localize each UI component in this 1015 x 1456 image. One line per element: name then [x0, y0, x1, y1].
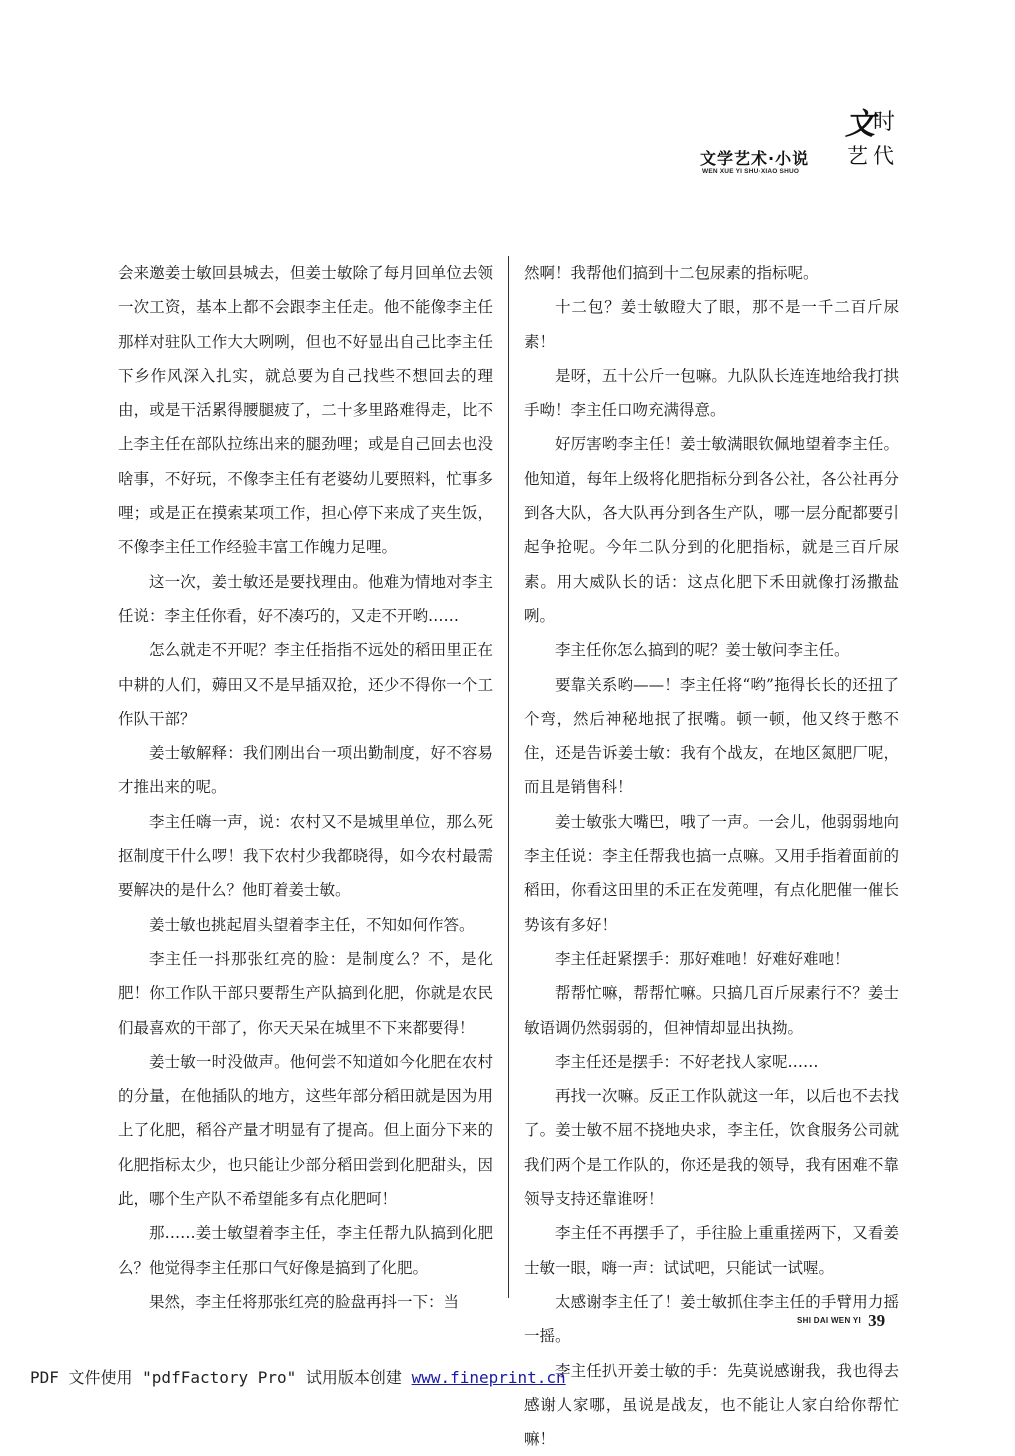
paragraph: 李主任一抖那张红亮的脸：是制度么？不，是化肥！你工作队干部只要帮生产队搞到化肥，你就是农民们最喜欢的干部了，你天天呆在城里不下来都要得！ — [118, 942, 493, 1045]
paragraph: 再找一次嘛。反正工作队就这一年，以后也不去找了。姜士敏不屈不挠地央求，李主任，饮食服务公司就我们两个是工作队的，你还是我的领导，我有困难不靠领导支持还靠谁呀！ — [524, 1079, 899, 1216]
page-number: 39 — [868, 1311, 885, 1330]
page-footer — [797, 1310, 885, 1331]
left-text-column — [118, 256, 493, 1319]
logo-char-4: 代 — [873, 146, 894, 167]
logo-char-1: 文 — [845, 110, 875, 140]
footer-brand: SHI DAI WEN YI — [797, 1316, 861, 1325]
paragraph: 这一次，姜士敏还是要找理由。他难为情地对李主任说：李主任你看，好不凑巧的，又走不开哟…… — [118, 565, 493, 634]
paragraph: 那……姜士敏望着李主任，李主任帮九队搞到化肥么？他觉得李主任那口气好像是搞到了化肥。 — [118, 1216, 493, 1285]
paragraph: 会来邀姜士敏回县城去，但姜士敏除了每月回单位去领一次工资，基本上都不会跟李主任走。他不能像李主任那样对驻队工作大大咧咧，但也不好显出自己比李主任下乡作风深入扎实，就总要为自己找些不想回去的理由，或是干活累得腰腿疲了，二十多里路难得走，比不上李主任在部队拉练出来的腿劲哩；或是自己回去也没啥事，不好玩，不像李主任有老婆幼儿要照料，忙事多哩；或是正在摸索某项工作，担心停下来成了夹生饭，不像李主任工作经验丰富工作魄力足哩。 — [118, 256, 493, 565]
logo-char-3: 艺 — [847, 146, 868, 167]
paragraph: 十二包？姜士敏瞪大了眼，那不是一千二百斤尿素！ — [524, 290, 899, 359]
watermark-link[interactable]: www.fineprint.cn — [412, 1368, 566, 1387]
paragraph: 李主任扒开姜士敏的手：先莫说感谢我，我也得去感谢人家哪，虽说是战友，也不能让人家白给你帮忙嘛！ — [524, 1354, 899, 1456]
paragraph: 太感谢李主任了！姜士敏抓住李主任的手臂用力摇一摇。 — [524, 1285, 899, 1354]
logo-char-2: 时 — [873, 112, 895, 134]
paragraph: 姜士敏也挑起眉头望着李主任，不知如何作答。 — [118, 908, 493, 942]
paragraph: 好厉害哟李主任！姜士敏满眼钦佩地望着李主任。他知道，每年上级将化肥指标分到各公社，各公社再分到各大队，各大队再分到各生产队，哪一层分配都要引起争抢呢。今年二队分到的化肥指标，就是三百斤尿素。用大威队长的话：这点化肥下禾田就像打汤撒盐咧。 — [524, 427, 899, 633]
right-text-column — [524, 256, 899, 1456]
watermark-text: PDF 文件使用 "pdfFactory Pro" 试用版本创建 — [30, 1368, 412, 1387]
paragraph: 李主任嗨一声，说：农村又不是城里单位，那么死抠制度干什么啰！我下农村少我都晓得，如今农村最需要解决的是什么？他盯着姜士敏。 — [118, 805, 493, 908]
paragraph: 姜士敏张大嘴巴，哦了一声。一会儿，他弱弱地向李主任说：李主任帮我也搞一点嘛。又用手指着面前的稻田，你看这田里的禾正在发蔸哩，有点化肥催一催长势该有多好！ — [524, 805, 899, 942]
paragraph: 姜士敏一时没做声。他何尝不知道如今化肥在农村的分量，在他插队的地方，这些年部分稻田就是因为用上了化肥，稻谷产量才明显有了提高。但上面分下来的化肥指标太少，也只能让少部分稻田尝到化肥甜头，因此，哪个生产队不希望能多有点化肥呵！ — [118, 1045, 493, 1216]
paragraph: 姜士敏解释：我们刚出台一项出勤制度，好不容易才推出来的呢。 — [118, 736, 493, 805]
paragraph: 然啊！我帮他们搞到十二包尿素的指标呢。 — [524, 256, 899, 290]
paragraph: 李主任不再摆手了，手往脸上重重搓两下，又看姜士敏一眼，嗨一声：试试吧，只能试一试喔。 — [524, 1216, 899, 1285]
pdf-watermark — [30, 1365, 566, 1388]
paragraph: 李主任你怎么搞到的呢？姜士敏问李主任。 — [524, 633, 899, 667]
paragraph: 李主任赶紧摆手：那好难吔！好难好难吔！ — [524, 942, 899, 976]
paragraph: 是呀，五十公斤一包嘛。九队队长连连地给我打拱手呦！李主任口吻充满得意。 — [524, 359, 899, 428]
magazine-logo — [843, 108, 899, 176]
section-pinyin: WEN XUE YI SHU·XIAO SHUO — [702, 168, 799, 175]
paragraph: 怎么就走不开呢？李主任指指不远处的稻田里正在中耕的人们，薅田又不是早插双抢，还少不得你一个工作队干部？ — [118, 633, 493, 736]
column-divider — [508, 256, 509, 1298]
paragraph: 帮帮忙嘛，帮帮忙嘛。只搞几百斤尿素行不？姜士敏语调仍然弱弱的，但神情却显出执拗。 — [524, 976, 899, 1045]
paragraph: 果然，李主任将那张红亮的脸盘再抖一下：当 — [118, 1285, 493, 1319]
paragraph: 李主任还是摆手：不好老找人家呢…… — [524, 1045, 899, 1079]
paragraph: 要靠关系哟——！李主任将“哟”拖得长长的还扭了个弯，然后神秘地抿了抿嘴。顿一顿，他又终于憋不住，还是告诉姜士敏：我有个战友，在地区氮肥厂呢，而且是销售科！ — [524, 668, 899, 805]
section-title: 文学艺术·小说 — [700, 146, 809, 169]
page-header — [700, 108, 900, 178]
